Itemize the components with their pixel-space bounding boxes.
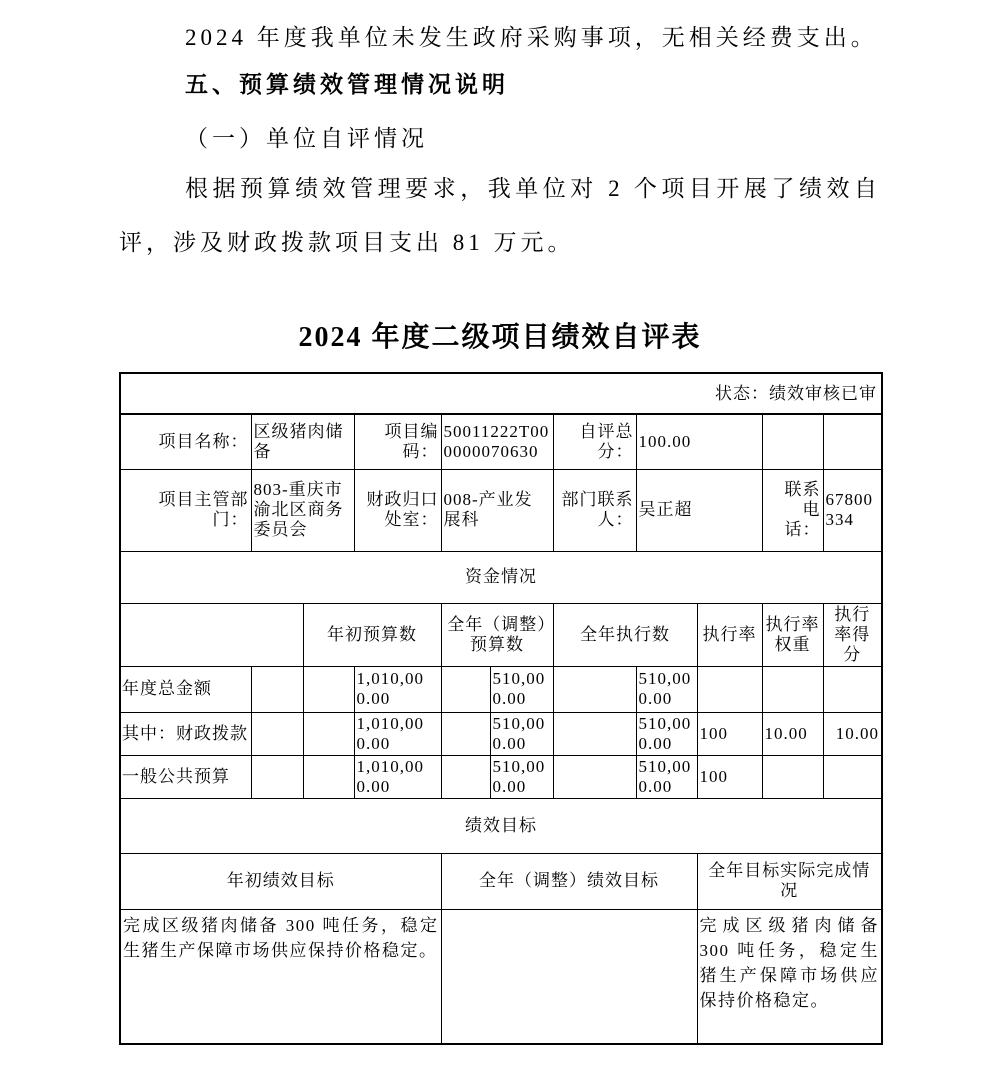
empty-cell	[120, 603, 303, 666]
subsection-heading: （一）单位自评情况	[185, 126, 428, 151]
department-row	[120, 469, 882, 551]
empty-cell	[441, 712, 490, 755]
empty-cell	[762, 414, 823, 469]
funds-header-initial: 年初预算数	[303, 603, 441, 666]
empty-cell	[553, 666, 636, 712]
rate-value: 100	[697, 755, 762, 798]
empty-cell	[441, 666, 490, 712]
initial-budget-value: 1,010,000.00	[354, 712, 441, 755]
rate-weight-value	[762, 755, 823, 798]
contact-value: 吴正超	[636, 469, 762, 551]
goals-header-row	[120, 853, 882, 909]
status-row	[120, 373, 882, 414]
goals-section-title: 绩效目标	[120, 798, 882, 853]
empty-cell	[303, 755, 354, 798]
funds-row-fiscal	[120, 712, 882, 755]
initial-budget-value: 1,010,000.00	[354, 755, 441, 798]
funds-header-adjusted: 全年（调整）预算数	[441, 603, 553, 666]
rate-score-value	[823, 755, 882, 798]
fund-row-label: 一般公共预算	[120, 755, 251, 798]
section-heading: 五、预算绩效管理情况说明	[185, 71, 509, 97]
empty-cell	[251, 712, 303, 755]
funds-header-rate-score: 执行率得分	[823, 603, 882, 666]
adjusted-budget-value: 510,000.00	[490, 666, 553, 712]
project-name-row	[120, 414, 882, 469]
empty-cell	[553, 712, 636, 755]
funds-header-row	[120, 603, 882, 666]
self-score-label: 自评总分：	[553, 414, 636, 469]
table-title: 2024 年度二级项目绩效自评表	[298, 322, 702, 353]
empty-cell	[823, 414, 882, 469]
paragraph-procurement: 2024 年度我单位未发生政府采购事项，无相关经费支出。	[185, 25, 878, 50]
phone-label: 联系电话：	[762, 469, 823, 551]
performance-self-evaluation-table	[119, 372, 883, 1045]
funds-row-public-budget	[120, 755, 882, 798]
empty-cell	[441, 755, 490, 798]
funds-header-executed: 全年执行数	[553, 603, 697, 666]
executed-value: 510,000.00	[636, 666, 697, 712]
goals-header-adjusted: 全年（调整）绩效目标	[441, 853, 697, 909]
rate-score-value: 10.00	[823, 712, 882, 755]
rate-value: 100	[697, 712, 762, 755]
rate-weight-value	[762, 666, 823, 712]
finance-office-label: 财政归口处室：	[354, 469, 441, 551]
funds-header-rate-weight: 执行率权重	[762, 603, 823, 666]
dept-label: 项目主管部门：	[120, 469, 251, 551]
phone-value: 67800334	[823, 469, 882, 551]
project-name-label: 项目名称：	[120, 414, 251, 469]
funds-section-row	[120, 551, 882, 603]
rate-value	[697, 666, 762, 712]
actual-result-text: 完成区级猪肉储备 300 吨任务，稳定生猪生产保障市场供应保持价格稳定。	[697, 909, 882, 1044]
adjusted-goal-text	[441, 909, 697, 1044]
project-name-value: 区级猪肉储备	[251, 414, 354, 469]
empty-cell	[553, 755, 636, 798]
funds-row-total	[120, 666, 882, 712]
project-code-value: 50011222T000000070630	[441, 414, 553, 469]
paragraph-selfeval-line1: 根据预算绩效管理要求，我单位对 2 个项目开展了绩效自	[185, 176, 881, 201]
empty-cell	[303, 666, 354, 712]
fund-row-label: 年度总金额	[120, 666, 251, 712]
contact-label: 部门联系人：	[553, 469, 636, 551]
empty-cell	[303, 712, 354, 755]
goals-header-initial: 年初绩效目标	[120, 853, 441, 909]
executed-value: 510,000.00	[636, 712, 697, 755]
executed-value: 510,000.00	[636, 755, 697, 798]
empty-cell	[251, 755, 303, 798]
goals-content-row	[120, 909, 882, 1044]
goals-header-actual: 全年目标实际完成情况	[697, 853, 882, 909]
finance-office-value: 008-产业发展科	[441, 469, 553, 551]
adjusted-budget-value: 510,000.00	[490, 712, 553, 755]
fund-row-label: 其中：财政拨款	[120, 712, 251, 755]
rate-score-value	[823, 666, 882, 712]
funds-header-rate: 执行率	[697, 603, 762, 666]
initial-budget-value: 1,010,000.00	[354, 666, 441, 712]
funds-section-title: 资金情况	[120, 551, 882, 603]
dept-value: 803-重庆市渝北区商务委员会	[251, 469, 354, 551]
empty-cell	[251, 666, 303, 712]
initial-goal-text: 完成区级猪肉储备 300 吨任务，稳定生猪生产保障市场供应保持价格稳定。	[120, 909, 441, 1044]
goals-section-row	[120, 798, 882, 853]
status-text: 状态：绩效审核已审	[120, 373, 882, 414]
paragraph-selfeval-line2: 评，涉及财政拨款项目支出 81 万元。	[119, 230, 575, 255]
rate-weight-value: 10.00	[762, 712, 823, 755]
self-score-value: 100.00	[636, 414, 762, 469]
adjusted-budget-value: 510,000.00	[490, 755, 553, 798]
project-code-label: 项目编码：	[354, 414, 441, 469]
document-page	[0, 22, 1000, 1045]
